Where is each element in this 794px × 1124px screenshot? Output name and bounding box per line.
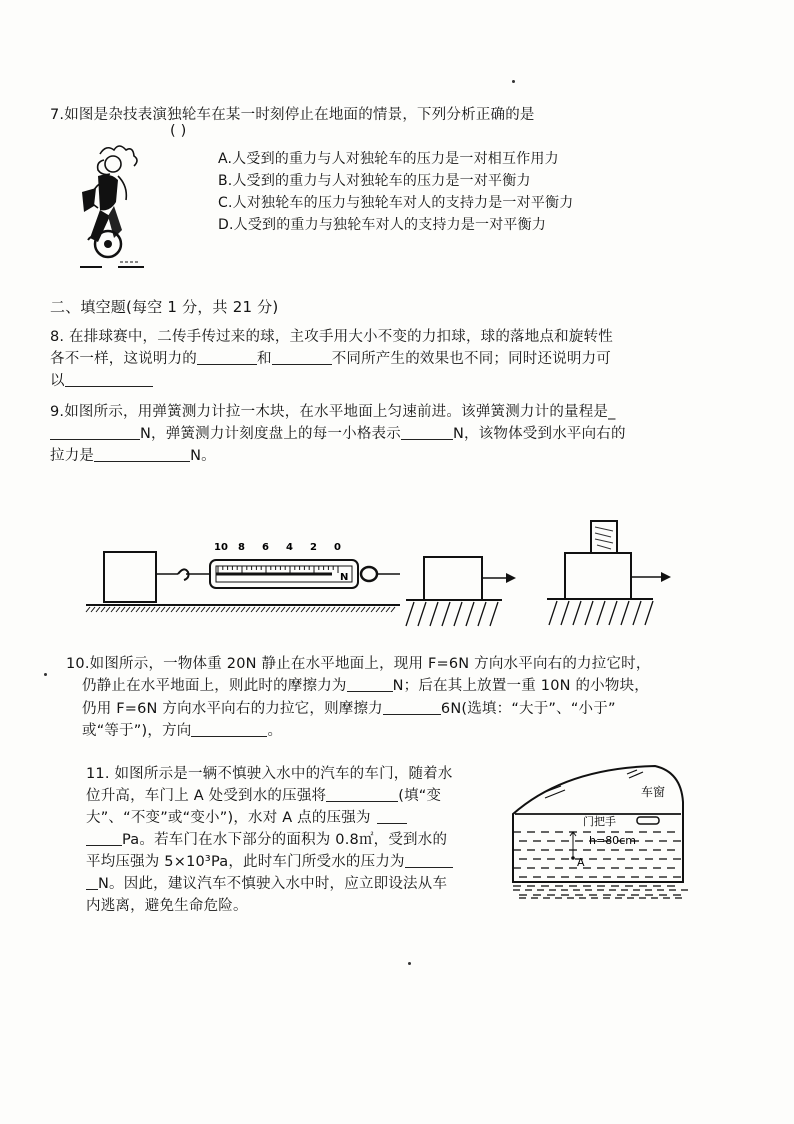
q8-blank-1[interactable] bbox=[197, 350, 257, 366]
q9-text-a: N，弹簧测力计刻度盘上的每一小格表示 bbox=[140, 426, 401, 442]
section-2-title: 二、填空题(每空 1 分，共 21 分) bbox=[50, 298, 279, 316]
q10-text-b: N；后在其上放置一重 10N 的小物块， bbox=[392, 678, 649, 694]
q8-text-d: 以 bbox=[50, 373, 65, 389]
q10-blank-direction[interactable] bbox=[191, 722, 267, 738]
scale-ring bbox=[361, 567, 377, 581]
q7-stem: 7.如图是杂技表演独轮车在某一时刻停止在地面的情景，下列分析正确的是 bbox=[50, 107, 535, 123]
q11-line-7: 内逃离，避免生命危险。 bbox=[86, 898, 248, 914]
q10-line-4 bbox=[82, 719, 282, 740]
q8-line-3 bbox=[50, 369, 153, 390]
q11-line-3 bbox=[86, 806, 407, 827]
q10-text-a: 仍静止在水平地面上，则此时的摩擦力为 bbox=[82, 678, 347, 694]
point-a-marker bbox=[571, 856, 575, 860]
q7-option-b: B.人受到的重力与人对独轮车的压力是一对平衡力 bbox=[218, 173, 531, 189]
depth-label: h=80cm bbox=[589, 834, 636, 847]
q7-option-a: A.人受到的重力与人对独轮车的压力是一对相互作用力 bbox=[218, 151, 559, 167]
scan-speck-3 bbox=[408, 962, 411, 965]
q11-line-4 bbox=[86, 828, 447, 849]
q11-blank-pressure-b[interactable] bbox=[86, 831, 122, 847]
q11-text-d: Pa。若车门在水下部分的面积为 0.8㎡，受到水的 bbox=[122, 832, 448, 848]
scale-label-10: 10 bbox=[214, 542, 228, 553]
scan-speck-1 bbox=[512, 80, 515, 83]
q11-text-e: 平均压强为 5×10³Pa，此时车门所受水的压力为 bbox=[86, 854, 405, 870]
q11-text-b: (填“变 bbox=[398, 788, 442, 804]
q8-text-a: 各不一样，这说明力的 bbox=[50, 351, 197, 367]
q8-text-b: 和 bbox=[257, 351, 272, 367]
q9-blank-range[interactable] bbox=[50, 425, 140, 441]
door-handle bbox=[637, 817, 659, 824]
q7-option-c: C.人对独轮车的压力与独轮车对人的支持力是一对平衡力 bbox=[218, 195, 574, 211]
q10-text-c: 仍用 F=6N 方向水平向右的力拉它，则摩擦力 bbox=[82, 701, 383, 717]
q9-line-1: 9.如图所示，用弹簧测力计拉一木块，在水平地面上匀速前进。该弹簧测力计的量程是_ bbox=[50, 404, 616, 420]
block bbox=[424, 557, 482, 600]
q11-blank-pressure-a[interactable] bbox=[377, 809, 407, 825]
window-label: 车窗 bbox=[641, 785, 666, 799]
point-a-label: A bbox=[577, 856, 585, 869]
q9-text-d: N。 bbox=[190, 448, 216, 464]
q11-text-c: 大”、“不变”或“变小”)，水对 A 点的压强为 bbox=[86, 810, 371, 826]
q8-blank-2[interactable] bbox=[272, 350, 332, 366]
q9-blank-force[interactable] bbox=[94, 447, 190, 463]
q11-line-2 bbox=[86, 784, 441, 805]
q10-text-d: 6N(选填：“大于”、“小于” bbox=[440, 701, 616, 717]
large-block bbox=[565, 553, 631, 599]
scan-speck-2 bbox=[44, 673, 47, 676]
block-force-figure bbox=[402, 552, 522, 632]
q7-option-d: D.人受到的重力与独轮车对人的支持力是一对平衡力 bbox=[218, 217, 547, 233]
q10-line-1: 10.如图所示，一物体重 20N 静止在水平地面上，现用 F=6N 方向水平向右的力拉它时， bbox=[66, 656, 651, 672]
q8-line-1: 8. 在排球赛中，二传手传过来的球，主攻手用大小不变的力扣球，球的落地点和旋转性 bbox=[50, 329, 613, 345]
wooden-block bbox=[104, 552, 156, 602]
q11-blank-force[interactable] bbox=[405, 853, 453, 869]
q10-line-3 bbox=[82, 697, 616, 718]
scale-unit: N bbox=[340, 572, 349, 583]
small-block bbox=[591, 521, 617, 553]
spring-scale-figure bbox=[82, 532, 402, 614]
q11-line-6 bbox=[86, 872, 447, 893]
stacked-block-figure bbox=[545, 515, 685, 633]
scale-label-8: 8 bbox=[238, 542, 245, 553]
q9-line-2 bbox=[50, 422, 626, 443]
handle-label: 门把手 bbox=[583, 815, 616, 828]
car-door-figure bbox=[505, 762, 690, 904]
q10-text-f: 。 bbox=[267, 723, 283, 739]
q11-blank-force-cont[interactable] bbox=[86, 875, 98, 891]
q10-line-2 bbox=[82, 674, 649, 695]
q9-blank-division[interactable] bbox=[401, 425, 453, 441]
q8-blank-3[interactable] bbox=[65, 372, 153, 388]
unicyclist-figure bbox=[58, 140, 163, 272]
q11-text-a: 位升高，车门上 A 处受到水的压强将 bbox=[86, 788, 327, 804]
scale-label-2: 2 bbox=[310, 542, 317, 553]
scale-label-4: 4 bbox=[286, 542, 293, 553]
q9-line-3 bbox=[50, 444, 216, 465]
q9-text-b: N，该物体受到水平向右的 bbox=[452, 426, 626, 442]
q11-text-f: N。因此，建议汽车不慎驶入水中时，应立即设法从车 bbox=[98, 876, 448, 892]
scale-label-6: 6 bbox=[262, 542, 269, 553]
q10-text-e: 或“等于”)，方向 bbox=[82, 723, 192, 739]
scale-label-0: 0 bbox=[334, 542, 341, 553]
q9-text-c: 拉力是 bbox=[50, 448, 95, 464]
q8-line-2 bbox=[50, 347, 611, 368]
q7-answer-paren: ( ) bbox=[170, 123, 187, 139]
q10-blank-compare[interactable] bbox=[383, 700, 441, 716]
q10-blank-friction[interactable] bbox=[347, 677, 393, 693]
q8-text-c: 不同所产生的效果也不同；同时还说明力可 bbox=[331, 351, 612, 367]
q11-line-1: 11. 如图所示是一辆不慎驶入水中的汽车的车门，随着水 bbox=[86, 766, 453, 782]
q11-blank-trend[interactable] bbox=[326, 787, 398, 803]
q11-line-5 bbox=[86, 850, 453, 871]
